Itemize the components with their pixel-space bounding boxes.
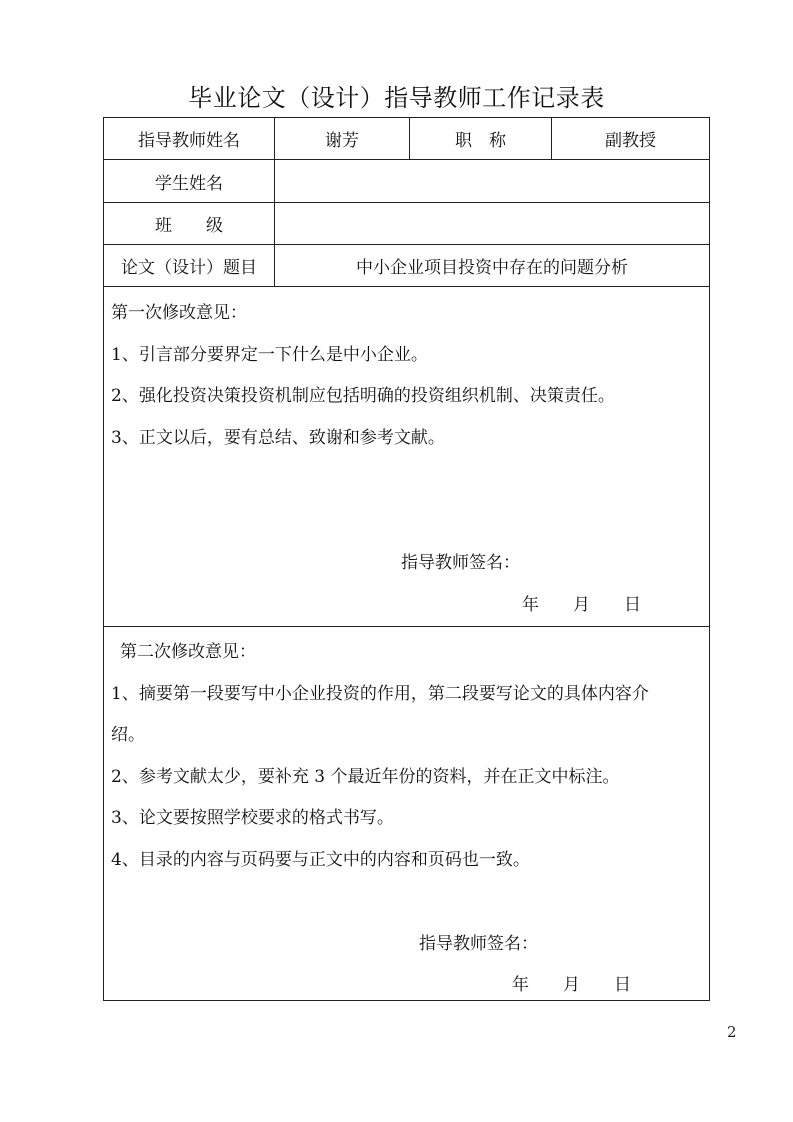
first-signature-label: 指导教师签名： xyxy=(401,553,520,573)
advisor-record-table xyxy=(103,117,710,1001)
class-value xyxy=(275,203,709,244)
row-divider xyxy=(104,286,709,287)
second-revision-item: 1、摘要第一段要写中小企业投资的作用，第二段要写论文的具体内容介 xyxy=(111,684,649,704)
second-revision-item: 绍。 xyxy=(111,725,145,745)
advisor-name-label: 指导教师姓名 xyxy=(138,131,240,151)
second-revision-item: 4、目录的内容与页码要与正文中的内容和页码也一致。 xyxy=(111,850,530,870)
topic-value: 中小企业项目投资中存在的问题分析 xyxy=(356,258,628,278)
rank-value: 副教授 xyxy=(605,131,656,151)
rank-label: 职 称 xyxy=(455,131,506,151)
advisor-name-value: 谢芳 xyxy=(325,131,359,151)
page-title: 毕业论文（设计）指导教师工作记录表 xyxy=(188,84,605,112)
second-signature-label: 指导教师签名： xyxy=(419,934,538,954)
second-revision-heading: 第二次修改意见： xyxy=(120,642,256,662)
topic-label: 论文（设计）题目 xyxy=(121,258,257,278)
first-revision-item: 2、强化投资决策投资机制应包括明确的投资组织机制、决策责任。 xyxy=(111,386,615,406)
student-name-value xyxy=(275,160,709,202)
second-date-line: 年 月 日 xyxy=(512,975,631,995)
first-revision-item: 1、引言部分要界定一下什么是中小企业。 xyxy=(111,345,428,365)
student-name-label: 学生姓名 xyxy=(155,173,223,194)
second-revision-item: 3、论文要按照学校要求的格式书写。 xyxy=(111,808,394,828)
class-label: 班 级 xyxy=(155,216,223,236)
second-revision-item: 2、参考文献太少，要补充 3 个最近年份的资料，并在正文中标注。 xyxy=(111,767,620,787)
first-date-line: 年 月 日 xyxy=(522,595,641,615)
first-revision-heading: 第一次修改意见： xyxy=(111,303,247,323)
row-divider xyxy=(104,626,709,627)
page-number: 2 xyxy=(727,1023,737,1041)
first-revision-item: 3、正文以后，要有总结、致谢和参考文献。 xyxy=(111,428,445,448)
